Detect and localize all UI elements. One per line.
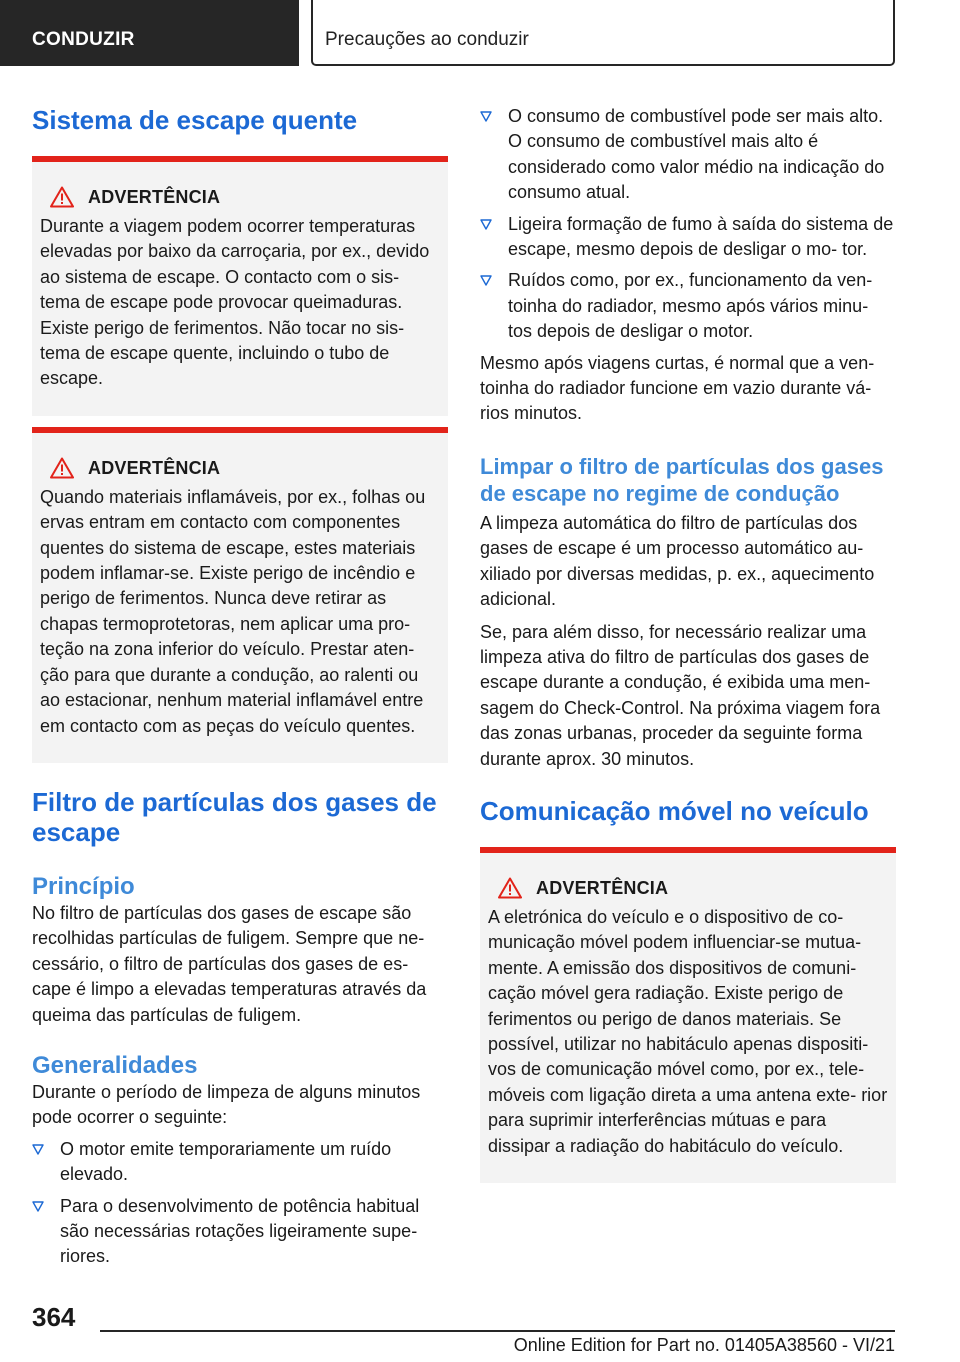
fan-note-text: Mesmo após viagens curtas, é normal que a ven- toinha do radiador funcione em vazio durante vá- rios minutos. — [480, 352, 875, 424]
warning-triangle-icon — [50, 186, 74, 208]
general-bullet-list — [32, 1137, 448, 1270]
warning-text: Durante a viagem podem ocorrer temperaturas elevadas por baixo da carroçaria, por ex., devido ao sistema de escape. O contacto com o sis- tema de escape pode provocar queimaduras. Existe perigo de ferimentos. Não tocar no sis- tema de escape quente, incluindo o tubo de escape. — [40, 216, 430, 389]
list-item: Ruídos como, por ex., funcionamento da ven- toinha do radiador, mesmo após vários minu- tos depois de desligar o motor. — [480, 268, 896, 344]
warning-box-flammable — [32, 427, 448, 763]
cleaning-text-2: Se, para além disso, for necessário realizar uma limpeza ativa do filtro de partículas dos gases de escape durante a condução, é exibida uma men- sagem do Check-Control. Na próxima viagem fora das zonas urbanas, proceder da seguinte forma durante aprox. 30 minutos. — [480, 621, 881, 769]
warning-text: Quando materiais inflamáveis, por ex., folhas ou ervas entram em contacto com componentes quentes do sistema de escape, estes materiais podem inflamar-se. Existe perigo de incêndio e perigo de ferimentos. Nunca deve retirar as chapas termoprotetoras, nem aplicar uma pro- teção na zona inferior do veículo. Prestar aten- ção para que durante a condução, ao ralenti ou ao estacionar, nenhum material inflamável entre em contacto com as peças do veículo quentes. — [40, 486, 426, 736]
triangle-bullet-icon — [480, 275, 492, 286]
continued-bullet-list — [480, 104, 896, 345]
section-title-hot-exhaust: Sistema de escape quente — [32, 105, 358, 135]
warning-triangle-icon — [50, 457, 74, 479]
warning-heading — [40, 184, 440, 210]
list-item: O consumo de combustível pode ser mais alto. O consumo de combustível mais alto é considerado como valor médio na indicação do consumo atual. — [480, 104, 896, 206]
warning-label: ADVERTÊNCIA — [88, 187, 221, 207]
cleaning-text-1: A limpeza automática do filtro de partículas dos gases de escape é um processo automático au- xiliado por diversas medidas, p. ex., aquecimento adicional. — [480, 512, 875, 610]
warning-box-hot-exhaust — [32, 156, 448, 416]
triangle-bullet-icon — [32, 1201, 44, 1212]
list-item: Ligeira formação de fumo à saída do sistema de escape, mesmo depois de desligar o mo- tor. — [480, 212, 896, 263]
general-text: Durante o período de limpeza de alguns minutos pode ocorrer o seguinte: — [32, 1081, 421, 1128]
subheading-general: Generalidades — [32, 1051, 198, 1079]
triangle-bullet-icon — [480, 219, 492, 230]
triangle-bullet-icon — [480, 111, 492, 122]
triangle-bullet-icon — [32, 1144, 44, 1155]
topic-tab: Precauções ao conduzir — [311, 0, 895, 66]
section-tab: CONDUZIR — [0, 0, 299, 66]
section-title-mobile-comm: Comunicação móvel no veículo — [480, 795, 869, 826]
page-number: 364 — [32, 1302, 76, 1332]
section-title-particle-filter: Filtro de partículas dos gases de escape — [32, 786, 437, 847]
warning-text: A eletrónica do veículo e o dispositivo de co- municação móvel podem influenciar-se mutua- mente. A emissão dos dispositivos de comuni- cação móvel gera radiação. Existe perigo de ferimentos ou perigo de danos materiais. Se possível, utilizar no habitáculo apenas dispositi- vos de comunicação móvel como, por ex., tele- móveis com ligação direta a uma antena exte- rior para suprimir interferências mútuas e para dissipar a radiação do habitáculo do veículo. — [488, 906, 888, 1156]
warning-heading — [40, 455, 440, 481]
subheading-principle: Princípio — [32, 872, 135, 900]
warning-label: ADVERTÊNCIA — [88, 457, 221, 478]
principle-text: No filtro de partículas dos gases de escape são recolhidas partículas de fuligem. Sempre que ne- cessário, o filtro de partículas dos gases de es- cape é limpo a elevadas temperaturas através da queima das partículas de fuligem. — [32, 902, 427, 1025]
left-column — [32, 100, 448, 1276]
warning-heading — [488, 875, 888, 901]
page-header — [0, 0, 960, 66]
subheading-filter-cleaning: Limpar o filtro de partículas dos gases de escape no regime de condução — [480, 453, 884, 506]
warning-triangle-icon — [498, 877, 522, 899]
list-item: Para o desenvolvimento de potência habitual são necessárias rotações ligeiramente supe- riores. — [32, 1194, 448, 1270]
warning-label: ADVERTÊNCIA — [536, 877, 669, 898]
list-item: O motor emite temporariamente um ruído elevado. — [32, 1137, 448, 1188]
warning-box-mobile-comm — [480, 847, 896, 1183]
right-column — [480, 100, 896, 1183]
edition-note: Online Edition for Part no. 01405A38560 - VI/21 — [513, 1335, 895, 1355]
